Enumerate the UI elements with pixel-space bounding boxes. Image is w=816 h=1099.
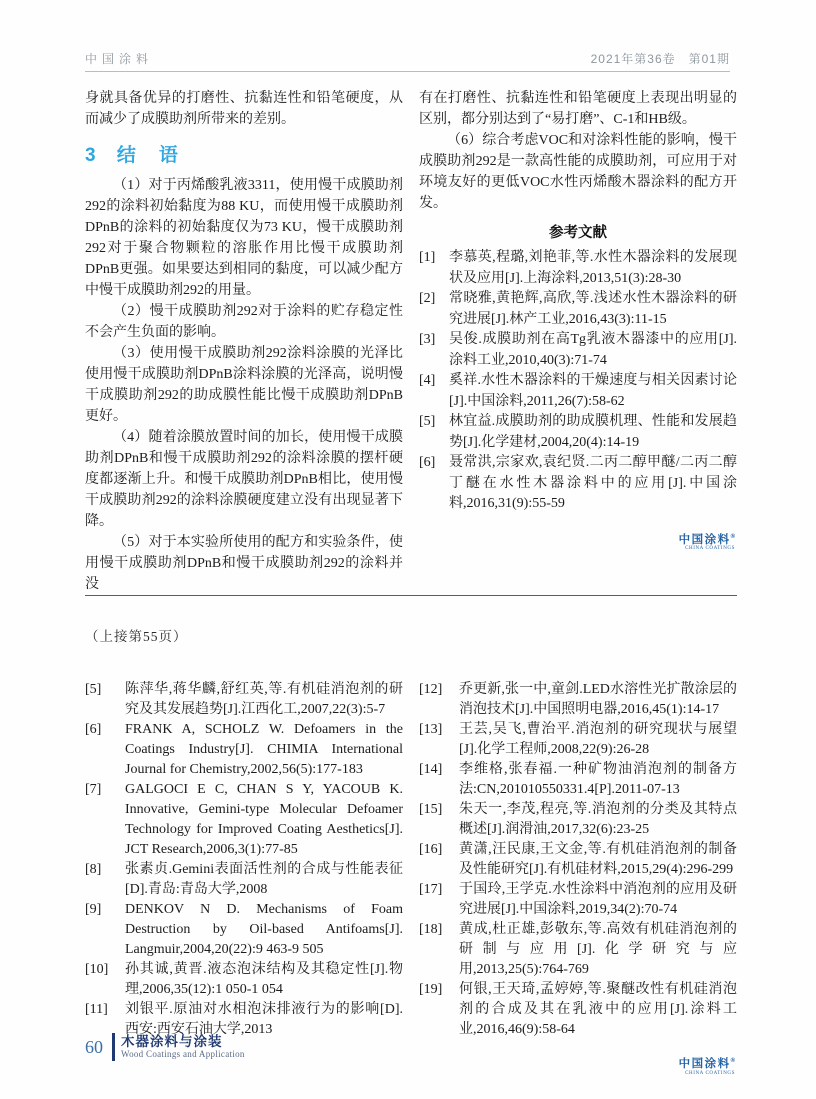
reference-number: [1]: [419, 250, 436, 265]
reference-item: [419, 840, 737, 880]
conclusion-point-5: （5）对于本实验所使用的配方和实验条件，使用慢干成膜助剂DPnB和慢干成膜助剂292的涂料并没: [85, 535, 403, 592]
reference-item: [85, 680, 403, 720]
reference-number: [18]: [419, 922, 443, 937]
reference-text: 李维格,张春福.一种矿物油消泡剂的制备方法:CN,201010550331.4[P].2011-07-13: [459, 762, 737, 797]
reference-number: [5]: [419, 414, 436, 429]
reference-item: [419, 880, 737, 920]
logo-zh-text: 中国涂料: [678, 1057, 731, 1070]
article-separator-line: [85, 595, 737, 596]
reference-text: FRANK A, SCHOLZ W. Defoamers in the Coatings Industry[J]. CHIMIA International Journal for Chemistry,2002,56(5):177-183: [125, 722, 403, 777]
page-header: [85, 0, 730, 67]
registered-mark-icon: ®: [730, 1058, 735, 1064]
reference-number: [12]: [419, 682, 443, 697]
reference-number: [6]: [419, 455, 436, 470]
conclusion-point-2: （2）慢干成膜助剂292对于涂料的贮存稳定性不会产生负面的影响。: [85, 304, 403, 340]
reference-number: [4]: [419, 373, 436, 388]
reference-item: [419, 371, 737, 412]
reference-item: [419, 453, 737, 515]
reference-text: 何银,王天琦,孟婷婷,等.聚醚改性有机硅消泡剂的合成及其在乳液中的应用[J].涂料工业,2016,46(9):58-64: [459, 982, 737, 1037]
lead-paragraph: 身就具备优异的打磨性、抗黏连性和铅笔硬度，从而减少了成膜助剂所带来的差别。: [85, 91, 403, 127]
footer-section-subtitle: Wood Coatings and Application: [121, 1049, 245, 1059]
logo-chinese-name: [419, 1055, 735, 1070]
reference-number: [17]: [419, 882, 443, 897]
reference-number: [5]: [85, 682, 102, 697]
reference-number: [6]: [85, 722, 102, 737]
reference-text: 黄潇,汪民康,王文金,等.有机硅消泡剂的制备及性能研究[J].有机硅材料,2015,29(4):296-299: [459, 842, 737, 877]
reference-item: [419, 412, 737, 453]
reference-text: 王芸,吴飞,曹治平.消泡剂的研究现状与展望[J].化学工程师,2008,22(9):26-28: [459, 722, 737, 757]
reference-text: 李慕英,程璐,刘艳菲,等.水性木器涂料的发展现状及应用[J].上海涂料,2013,51(3):28-30: [449, 250, 737, 286]
reference-text: 常晓雅,黄艳辉,高欣,等.浅述水性木器涂料的研究进展[J].林产工业,2016,43(3):11-15: [449, 291, 737, 327]
reference-item: [419, 920, 737, 980]
reference-text: 聂常洪,宗家欢,袁纪贤.二丙二醇甲醚/二丙二醇丁醚在水性木器涂料中的应用[J].中国涂料,2016,31(9):55-59: [449, 455, 737, 511]
footer-section-titles: [121, 1034, 245, 1060]
reference-item: [85, 960, 403, 1000]
reference-number: [16]: [419, 842, 443, 857]
reference-item: [85, 860, 403, 900]
reference-text: 孙其诚,黄晋.液态泡沫结构及其稳定性[J].物理,2006,35(12):1 050-1 054: [125, 962, 403, 997]
page-number: 60: [85, 1036, 103, 1057]
right-column: [419, 88, 737, 595]
issue-info: 2021年第36卷 第01期: [590, 52, 730, 66]
reference-item: [419, 289, 737, 330]
reference-item: [419, 330, 737, 371]
reference-text: 黄成,杜正雄,彭敬东,等.高效有机硅消泡剂的研制与应用[J].化学研究与应用,2013,25(5):764-769: [459, 922, 737, 977]
reference-text: 乔更新,张一中,童剑.LED水溶性光扩散涂层的消泡技术[J].中国照明电器,2016,45(1):14-17: [459, 682, 737, 717]
reference-text: DENKOV N D. Mechanisms of Foam Destruction by Oil-based Antifoams[J]. Langmuir,2004,20(22):9 463-9 505: [125, 902, 403, 957]
left-column: [85, 88, 403, 595]
reference-number: [9]: [85, 902, 102, 917]
conclusion-point-3: （3）使用慢干成膜助剂292涂料涂膜的光泽比使用慢干成膜助剂DPnB涂料涂膜的光泽高，说明慢干成膜助剂292的助成膜性能比慢干成膜助剂DPnB更好。: [85, 346, 403, 424]
reference-number: [7]: [85, 782, 102, 797]
reference-number: [10]: [85, 962, 109, 977]
reference-item: [419, 760, 737, 800]
reference-number: [2]: [419, 291, 436, 306]
reference-number: [14]: [419, 762, 443, 777]
heading-number: 3: [85, 145, 96, 166]
conclusion-heading: [85, 140, 403, 167]
conclusion-point-6: （6）综合考虑VOC和对涂料性能的影响，慢干成膜助剂292是一款高性能的成膜助剂，可应用于对环境友好的更低VOC水性丙烯酸木器涂料的配方开发。: [419, 133, 737, 211]
china-coatings-logo: [419, 531, 737, 553]
reference-number: [15]: [419, 802, 443, 817]
page-footer: [85, 1033, 245, 1061]
reference-text: 刘银平.原油对水相泡沫排液行为的影响[D].西安:西安石油大学,2013: [125, 1002, 403, 1037]
conclusion-section: [85, 88, 737, 595]
logo-chinese-name: [419, 531, 735, 546]
reference-number: [19]: [419, 982, 443, 997]
reference-number: [11]: [85, 1002, 108, 1017]
reference-text: 朱天一,李茂,程亮,等.消泡剂的分类及其特点概述[J].润滑油,2017,32(6):23-25: [459, 802, 737, 837]
conclusion-point-4: （4）随着涂膜放置时间的加长，使用慢干成膜助剂DPnB和慢干成膜助剂292的涂料涂膜的摆杆硬度都逐渐上升。和慢干成膜助剂DPnB相比，使用慢干成膜助剂292的涂料涂膜硬度建立没有出现显著下降。: [85, 430, 403, 529]
footer-divider-bar: [112, 1033, 115, 1061]
left-column: [85, 680, 403, 1077]
continuation-paragraph: 有在打磨性、抗黏连性和铅笔硬度上表现出明显的区别，都分别达到了“易打磨”、C-1和HB级。: [419, 91, 737, 127]
reference-text: 张素贞.Gemini表面活性剂的合成与性能表征[D].青岛:青岛大学,2008: [125, 862, 403, 897]
reference-text: 陈萍华,蒋华麟,舒红英,等.有机硅消泡剂的研究及其发展趋势[J].江西化工,2007,22(3):5-7: [125, 682, 403, 717]
right-column: [419, 680, 737, 1077]
journal-name: 中国涂料: [85, 52, 154, 66]
header-divider: [85, 71, 730, 72]
continued-from-note: （上接第55页）: [85, 629, 188, 644]
reference-number: [3]: [419, 332, 436, 347]
reference-item: [85, 720, 403, 780]
reference-item: [85, 780, 403, 860]
reference-item: [419, 680, 737, 720]
reference-item: [419, 800, 737, 840]
reference-item: [419, 248, 737, 289]
reference-text: 于国玲,王学克.水性涂料中消泡剂的应用及研究进展[J].中国涂料,2019,34(2):70-74: [459, 882, 737, 917]
logo-zh-text: 中国涂料: [678, 533, 731, 546]
reference-text: 吴俊.成膜助剂在高Tg乳液木器漆中的应用[J].涂料工业,2010,40(3):71-74: [449, 332, 737, 368]
china-coatings-logo: [419, 1055, 737, 1077]
logo-english-name: CHINA COATINGS: [685, 1070, 735, 1076]
heading-title: 结 语: [116, 145, 180, 166]
references-title: 参考文献: [549, 225, 607, 241]
reference-text: 奚祥.水性木器涂料的干燥速度与相关因素讨论[J].中国涂料,2011,26(7):58-62: [449, 373, 737, 409]
reference-item: [85, 900, 403, 960]
reference-item: [419, 720, 737, 760]
conclusion-point-1: （1）对于丙烯酸乳液3311，使用慢干成膜助剂292的涂料初始黏度为88 KU，而使用慢干成膜助剂DPnB的涂料的初始黏度仅为73 KU，慢干成膜助剂292对于聚合物颗粒的溶胀作用比慢干成膜助剂DPnB更强。如果要达到相同的黏度，可以减少配方中慢干成膜助剂292的用量。: [85, 178, 403, 298]
footer-section-title: 木器涂料与涂装: [121, 1034, 223, 1049]
reference-number: [8]: [85, 862, 102, 877]
reference-item: [419, 980, 737, 1040]
page-content: [85, 88, 737, 1077]
reference-number: [13]: [419, 722, 443, 737]
registered-mark-icon: ®: [730, 533, 735, 540]
reference-text: 林宜益.成膜助剂的助成膜机理、性能和发展趋势[J].化学建材,2004,20(4):14-19: [449, 414, 737, 450]
continued-references-section: [85, 680, 737, 1077]
reference-text: GALGOCI E C, CHAN S Y, YACOUB K. Innovative, Gemini-type Molecular Defoamer Technology for Improved Coating Aesthetics[J]. JCT Research,2006,3(1):77-85: [125, 782, 403, 857]
logo-english-name: CHINA COATINGS: [685, 546, 735, 552]
